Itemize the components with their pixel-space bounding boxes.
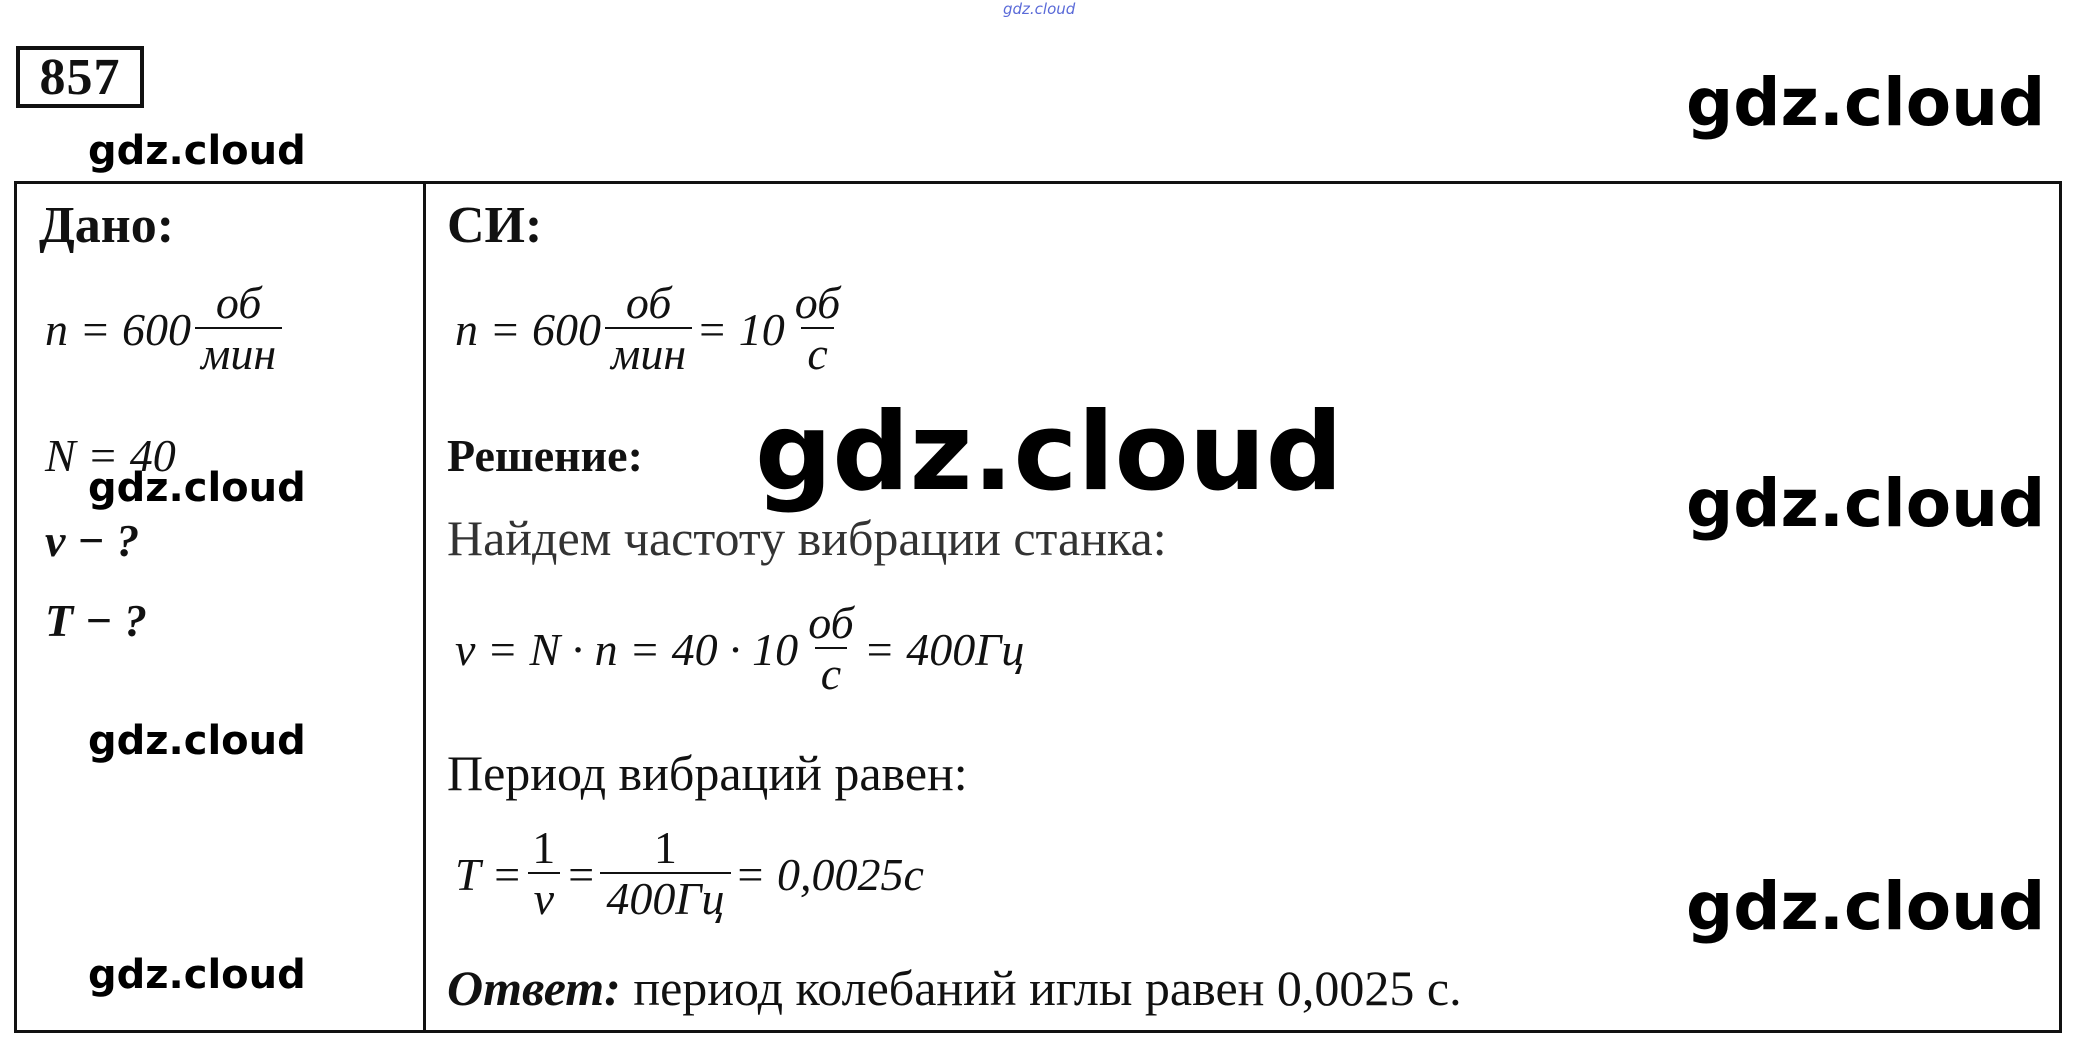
si-lhs: n = 600 [455,303,602,355]
given-n-formula [45,279,286,380]
si-mid: = 10 [696,303,785,355]
given-n-lhs: n = 600 [45,303,192,355]
f1-num: об [808,597,854,648]
si-title: СИ: [447,197,543,254]
f2-den2: 400Гц [600,872,730,925]
answer-label: Ответ: [447,960,621,1016]
si-num2: об [794,277,841,328]
f2-num1: 1 [532,822,556,873]
f1-rhs: = 400Гц [863,623,1025,675]
si-den2: с [801,327,833,380]
watermark-bottom-right: gdz.cloud [1686,868,2046,945]
watermark-left-3: gdz.cloud [88,952,306,998]
f2-eq: = [565,848,597,900]
given-N: N = 40 [45,430,176,481]
answer-line [447,959,1462,1017]
si-formula [455,279,850,380]
watermark-left-2: gdz.cloud [88,718,306,764]
f1-den: с [815,647,847,700]
answer-text: период колебаний иглы равен 0,0025 с. [633,960,1462,1016]
given-title: Дано: [39,197,175,254]
solution-line-2: Период вибраций равен: [447,745,968,801]
f2-lhs: T = [455,848,523,900]
f2-fraction-1 [526,824,561,925]
si-num1: об [625,277,672,328]
given-n-fraction [195,279,282,380]
solution-title: Решение: [447,430,643,481]
f2-den1: ν [528,872,560,925]
si-fraction-2 [789,279,847,380]
given-T-question: T − ? [45,595,147,646]
column-divider [423,184,426,1030]
watermark-mid-right: gdz.cloud [1686,465,2046,542]
watermark-top-right: gdz.cloud [1686,64,2046,141]
top-watermark: gdz.cloud [1003,0,1076,18]
given-n-den: мин [195,327,282,380]
f2-fraction-2 [600,824,730,925]
formula-period [455,824,924,925]
watermark-top-left: gdz.cloud [88,128,306,174]
f1-fraction [802,599,860,700]
f2-num2: 1 [653,822,677,873]
si-den1: мин [605,327,692,380]
watermark-center: gdz.cloud [755,390,1343,515]
si-fraction-1 [605,279,692,380]
given-nu-question: ν − ? [45,515,140,566]
problem-number: 857 [16,46,144,108]
formula-frequency [455,599,1024,700]
solution-line-1: Найдем частоту вибрации станка: [447,510,1167,566]
f1-lhs: ν = N · n = 40 · 10 [455,623,799,675]
f2-rhs: = 0,0025с [734,848,924,900]
watermark-left-1: gdz.cloud [88,465,306,511]
given-n-num: об [215,277,262,328]
